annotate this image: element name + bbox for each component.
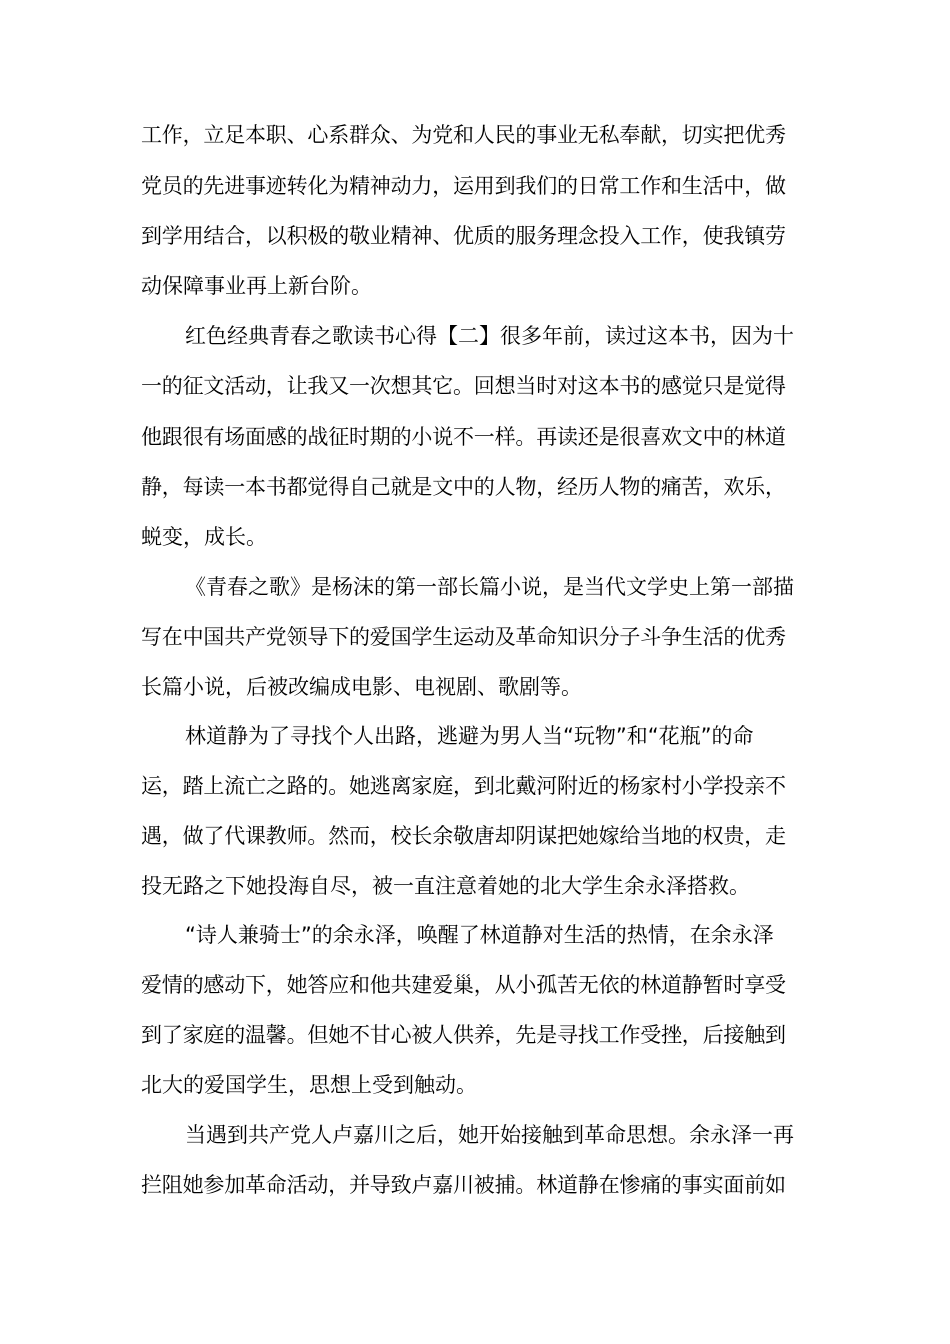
text-line-19: 到了家庭的温馨。但她不甘心被人供养，先是寻找工作受挫，后接触到 — [141, 1023, 786, 1047]
text-line-10: 《青春之歌》是杨沫的第一部长篇小说，是当代文学史上第一部描 — [185, 575, 794, 599]
text-line-22: 拦阻她参加革命活动，并导致卢嘉川被捕。林道静在惨痛的事实面前如 — [141, 1173, 786, 1197]
text-line-15: 遇，做了代课教师。然而，校长余敬唐却阴谋把她嫁给当地的权贵，走 — [141, 824, 786, 848]
text-line-2: 党员的先进事迹转化为精神动力，运用到我们的日常工作和生活中，做 — [141, 174, 786, 198]
text-line-20: 北大的爱国学生，思想上受到触动。 — [141, 1073, 477, 1097]
text-line-7: 他跟很有场面感的战征时期的小说不一样。再读还是很喜欢文中的林道 — [141, 425, 786, 449]
text-line-6: 一的征文活动，让我又一次想其它。回想当时对这本书的感觉只是觉得 — [141, 374, 786, 398]
text-line-12: 长篇小说，后被改编成电影、电视剧、歌剧等。 — [141, 675, 582, 699]
text-line-21: 当遇到共产党人卢嘉川之后，她开始接触到革命思想。余永泽一再 — [185, 1123, 794, 1147]
text-line-8: 静，每读一本书都觉得自己就是文中的人物，经历人物的痛苦，欢乐， — [141, 475, 786, 499]
text-line-9: 蜕变，成长。 — [141, 525, 267, 549]
text-line-16: 投无路之下她投海自尽，被一直注意着她的北大学生余永泽搭救。 — [141, 874, 750, 898]
text-line-18: 爱情的感动下，她答应和他共建爱巢，从小孤苦无依的林道静暂时享受 — [141, 973, 786, 997]
text-line-17: “诗人兼骑士”的余永泽，唤醒了林道静对生活的热情，在余永泽 — [185, 923, 774, 947]
text-line-14: 运，踏上流亡之路的。她逃离家庭，到北戴河附近的杨家村小学投亲不 — [141, 774, 786, 798]
text-line-3: 到学用结合，以积极的敬业精神、优质的服务理念投入工作，使我镇劳 — [141, 224, 786, 248]
text-line-4: 动保障事业再上新台阶。 — [141, 274, 372, 298]
text-line-13: 林道静为了寻找个人出路，逃避为男人当“玩物”和“花瓶”的命 — [185, 724, 754, 748]
text-line-11: 写在中国共产党领导下的爱国学生运动及革命知识分子斗争生活的优秀 — [141, 625, 786, 649]
text-line-1: 工作，立足本职、心系群众、为党和人民的事业无私奉献，切实把优秀 — [141, 123, 786, 147]
text-line-5: 红色经典青春之歌读书心得【二】很多年前，读过这本书，因为十 — [185, 324, 794, 348]
